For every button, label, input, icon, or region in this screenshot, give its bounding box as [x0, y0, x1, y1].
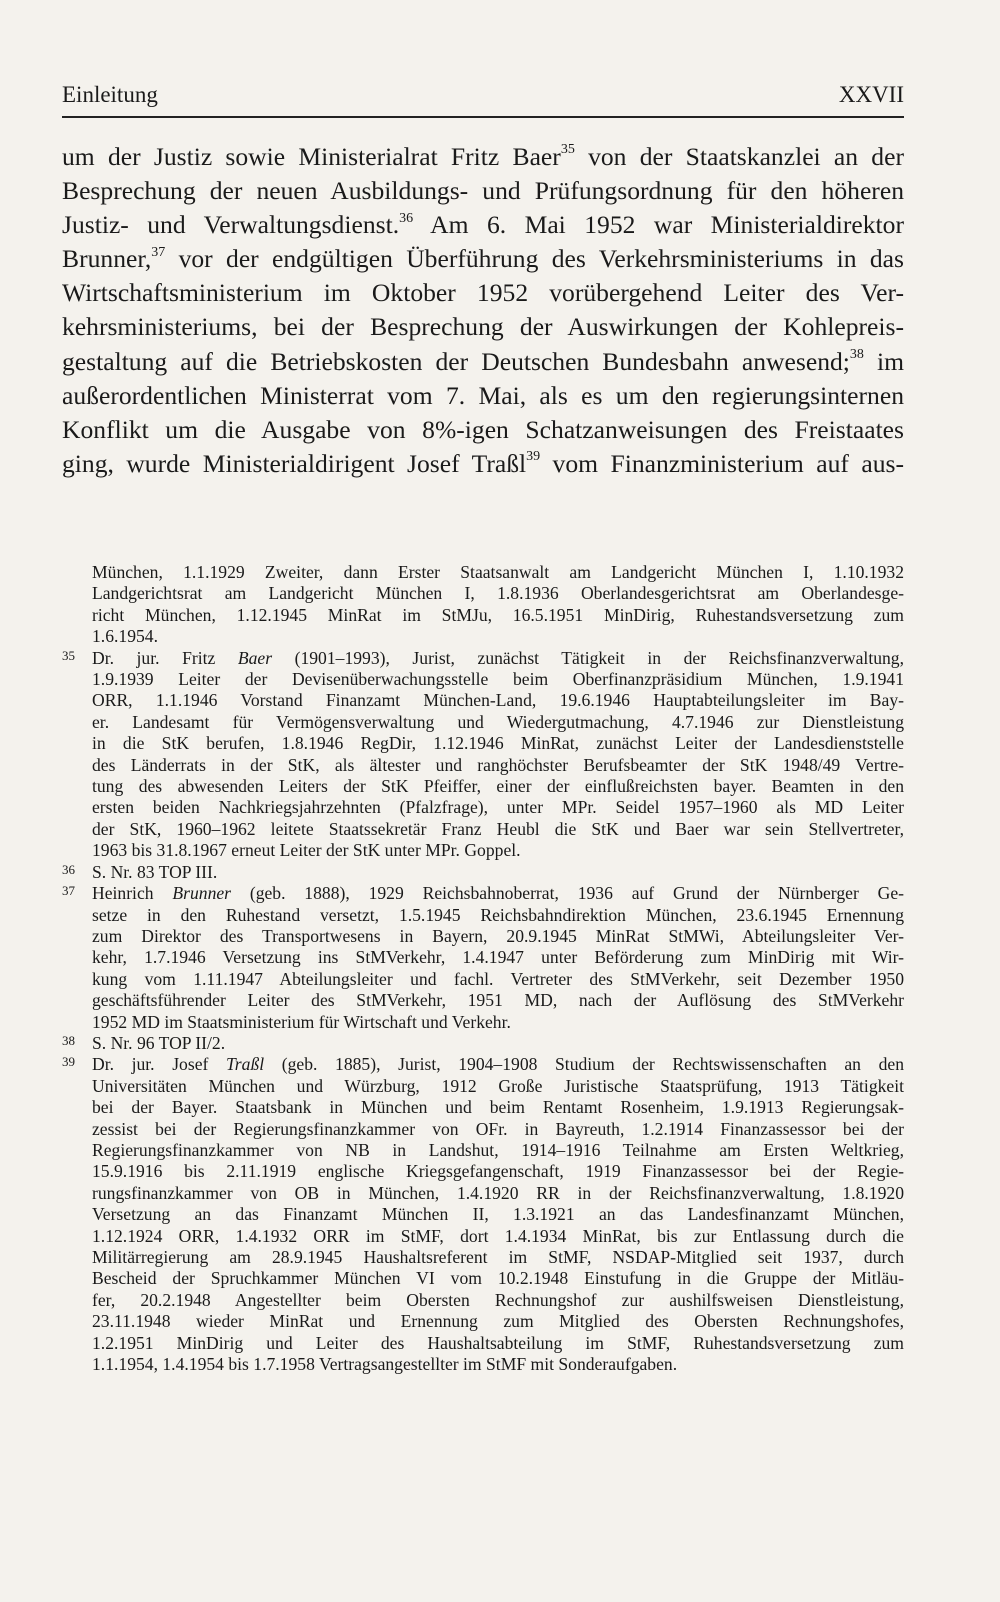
text-line: kehrsministeriums, bei der Besprechung der Auswirkungen der Kohlepreis- — [62, 312, 904, 342]
footnote-ref: 35 — [560, 142, 575, 158]
header-rule — [62, 116, 904, 118]
footnote-ref: 37 — [151, 244, 166, 260]
footnote-38: 38 S. Nr. 96 TOP II/2. — [62, 1033, 904, 1054]
footnote-35: 35 Dr. jur. Fritz Baer (1901–1993), Jurist, zunächst Tätigkeit in der Reichsfinanzverwaltung, 1.9.1939 Leiter der Devisenüberwachungsstelle beim Oberfinanzpräsidium München, 1.9.1941 ORR, 1.1.1946 Vorstand Finanzamt München-Land, 19.6.1946 Hauptabteilungsleiter im Bay- er. Landesamt für Vermögensverwaltung und Wiedergutmachung, 4.7.1946 zur Dienstleistung in die StK berufen, 1.8.1946 RegDir, 1.12.1946 MinRat, zunächst Leiter der Landesdienststelle des Länderrats in der StK, als ältester und ranghöchster Berufsbeamter der StK 1948/49 Vertre- tung des abwesenden Leiters der StK Pfeiffer, einer der einflußreichsten bayer. Beamten in den ersten beiden Nachkriegsjahrzehnten (Pfalzfrage), unter MPr. Seidel 1957–1960 als MD Leiter der StK, 1960–1962 leitete Staatssekretär Franz Heubl die StK und Baer war sein Stellvertreter, 1963 bis 31.8.1967 erneut Leiter der StK unter MPr. Goppel. — [62, 648, 904, 862]
footnote-37: 37 Heinrich Brunner (geb. 1888), 1929 Reichsbahnoberrat, 1936 auf Grund der Nürnberger Ge- setze in den Ruhestand versetzt, 1.5.1945 Reichsbahndirektion München, 23.6.1945 Ernennung zum Direktor des Transportwesens in Bayern, 20.9.1945 MinRat StMWi, Abteilungsleiter Ver- kehr, 1.7.1946 Versetzung ins StMVerkehr, 1.4.1947 unter Beförderung zum MinDirig mit Wir- kung vom 1.11.1947 Abteilungsleiter und fachl. Vertreter des StMVerkehr, seit Dezember 1950 geschäftsführender Leiter des StMVerkehr, 1951 MD, nach der Auflösung des StMVerkehr 1952 MD im Staatsministerium für Wirtschaft und Verkehr. — [62, 883, 904, 1033]
footnote-ref: 36 — [399, 210, 414, 226]
footnote-36: 36 S. Nr. 83 TOP III. — [62, 862, 904, 883]
text-line: ging, wurde Ministerialdirigent Josef Traßl$^{39}$ vom Finanzministerium auf aus- — [62, 448, 904, 478]
footnote-number: 35 — [62, 647, 75, 663]
running-head — [62, 82, 904, 108]
footnote-number: 38 — [62, 1032, 75, 1048]
footnote-ref: 39 — [526, 449, 541, 465]
page-number: XXVII — [838, 82, 904, 107]
main-text — [62, 140, 904, 481]
text-line: Konflikt um die Ausgabe von 8%-igen Schatzanweisungen des Freistaates — [62, 414, 904, 444]
footnote-number: 36 — [62, 861, 75, 877]
text-line: außerordentlichen Ministerrat vom 7. Mai, als es um den regierungsinternen — [62, 380, 904, 410]
text-line: gestaltung auf die Betriebskosten der Deutschen Bundesbahn anwesend;$^{38}$ im — [62, 346, 904, 376]
text-line: um der Justiz sowie Ministerialrat Fritz Baer$^{35}$ von der Staatskanzlei an der — [62, 142, 904, 171]
section-title: Einleitung — [62, 82, 158, 107]
footnote-ref: 38 — [849, 347, 864, 363]
text-line: Wirtschaftsministerium im Oktober 1952 vorübergehend Leiter des Ver- — [62, 278, 904, 308]
text-line: Besprechung der neuen Ausbildungs- und Prüfungsordnung für den höheren — [62, 176, 904, 206]
footnotes — [62, 562, 904, 1375]
footnote-39: 39 Dr. jur. Josef Traßl (geb. 1885), Jurist, 1904–1908 Studium der Rechtswissenschaften an den Universitäten München und Würzburg, 1912 Große Juristische Staatsprüfung, 1913 Tätigkeit bei der Bayer. Staatsbank in München und beim Rentamt Rosenheim, 1.9.1913 Regierungsak- zessist bei der Regierungsfinanzkammer von OFr. in Bayreuth, 1.2.1914 Finanzassessor bei der Regierungsfinanzkammer von NB in Landshut, 1914–1916 Teilnahme am Ersten Weltkrieg, 15.9.1916 bis 2.11.1919 englische Kriegsgefangenschaft, 1919 Finanzassessor bei der Regie- rungsfinanzkammer von OB in München, 1.4.1920 RR in der Reichsfinanzverwaltung, 1.8.1920 Versetzung an das Finanzamt München II, 1.3.1921 an das Landesfinanzamt München, 1.12.1924 ORR, 1.4.1932 ORR im StMF, dort 1.4.1934 MinRat, bis zur Entlassung durch die Militärregierung am 28.9.1945 Haushaltsreferent im StMF, NSDAP-Mitglied seit 1937, durch Bescheid der Spruchkammer München VI vom 10.2.1948 Einstufung in die Gruppe der Mitläu- fer, 20.2.1948 Angestellter beim Obersten Rechnungshof zur aushilfsweisen Dienstleistung, 23.11.1948 wieder MinRat und Ernennung zum Mitglied des Obersten Rechnungshofes, 1.2.1951 MinDirig und Leiter des Haushaltsabteilung im StMF, Ruhestandsversetzung zum 1.1.1954, 1.4.1954 bis 1.7.1958 Vertragsangestellter im StMF mit Sonderaufgaben. — [62, 1054, 904, 1375]
footnote-continuation: München, 1.1.1929 Zweiter, dann Erster Staatsanwalt am Landgericht München I, 1.10.1932 Landgerichtsrat am Landgericht München I, 1.8.1936 Oberlandesgerichtsrat am Oberlandesge- richt München, 1.12.1945 MinRat im StMJu, 16.5.1951 MinDirig, Ruhestandsversetzung zum 1.6.1954. — [92, 562, 904, 647]
footnote-number: 39 — [62, 1054, 75, 1070]
text-line: Brunner,$^{37}$ vor der endgültigen Überführung des Verkehrsministeriums in das — [62, 244, 904, 274]
text-line: Justiz- und Verwaltungsdienst.$^{36}$ Am 6. Mai 1952 war Ministerialdirektor — [62, 210, 904, 240]
footnote-number: 37 — [62, 883, 75, 899]
